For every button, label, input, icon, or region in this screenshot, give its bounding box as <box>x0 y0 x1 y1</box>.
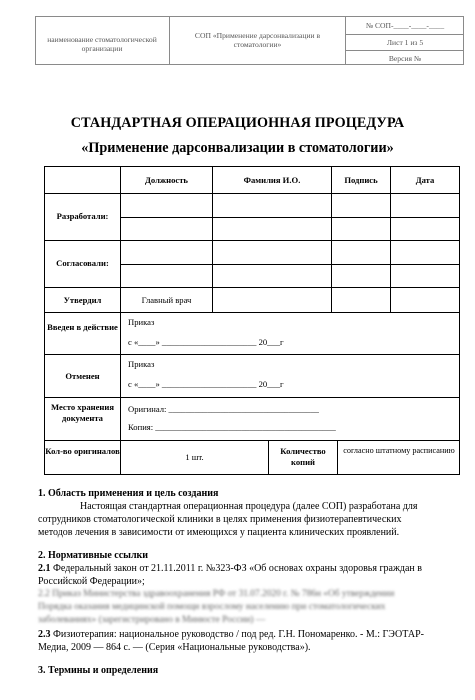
count-copies-value: согласно штатному расписанию <box>343 446 455 455</box>
header-version: Версия № <box>388 54 422 63</box>
section-2-title: 2. Нормативные ссылки <box>38 550 149 561</box>
section-2-1-line-2: Российской Федерации»; <box>38 576 145 587</box>
section-3-title: 3. Термины и определения <box>38 665 159 676</box>
row-developed: Разработали: <box>56 211 109 221</box>
row-cancelled: Отменен <box>65 371 100 381</box>
section-2-3-line-1 <box>38 629 424 642</box>
header-org-name: наименование стоматологической организации <box>47 35 157 53</box>
row-approved: Утвердил <box>63 295 102 305</box>
section-2-2-blurred-line-2: Порядка оказания медицинской помощи взрослому населению при стоматологических <box>38 602 386 612</box>
section-1-title: 1. Область применения и цель создания <box>38 488 219 499</box>
section-2-3-text: Физиотерапия: национальное руководство / под ред. Г.Н. Пономаренко. - М.: ГЭОТАР- <box>50 629 424 640</box>
col-date: Дата <box>415 175 435 185</box>
col-signature: Подпись <box>344 175 378 185</box>
col-full-name: Фамилия И.О. <box>243 175 301 185</box>
header-sheet: Лист 1 из 5 <box>386 38 424 47</box>
document-subtitle: «Применение дарсонвализации в стоматологии» <box>81 140 394 156</box>
section-2-1-number: 2.1 <box>38 563 51 574</box>
row-count-originals: Кол-во оригиналов <box>45 446 120 456</box>
section-1-text-line-1: Настоящая стандартная операционная процедура (далее СОП) разработана для <box>80 501 418 512</box>
section-2-3-number: 2.3 <box>38 629 51 640</box>
introduced-order-label: Приказ <box>128 317 155 327</box>
section-2-2-blurred-line-1: 2.2 Приказ Министерства здравоохранения РФ от 31.07.2020 г. № 786н «Об утверждении <box>38 589 395 599</box>
approved-position-value: Главный врач <box>141 295 192 305</box>
section-2-1-line-1 <box>38 563 422 576</box>
section-2-3-line-2: Медиа, 2009 — 864 с. — (Серия «Национальные руководства»). <box>38 642 311 653</box>
introduced-order-date: с «____» ______________________ 20___г <box>128 337 284 347</box>
row-storage: Место хранения документа <box>51 402 114 423</box>
cancelled-order-label: Приказ <box>128 359 155 369</box>
col-position: Должность <box>145 175 188 185</box>
section-2-2-blurred-line-3: заболеваниях» (зарегистрировано в Минюсте России) — <box>38 615 266 625</box>
section-1-text-line-2: сотрудников стоматологической клиники в целях применения физиотерапевтических <box>38 514 402 525</box>
section-1-text-line-3: методов лечения в зависимости от имеющихся у пациента клинических проявлений. <box>38 527 400 538</box>
cancelled-order-date: с «____» ______________________ 20___г <box>128 379 284 389</box>
document-title: СТАНДАРТНАЯ ОПЕРАЦИОННАЯ ПРОЦЕДУРА <box>70 115 405 131</box>
header-sop-number: № СОП-____-____-____ <box>365 21 445 30</box>
header-doc-title: СОП «Применение дарсонвализации в стоматологии» <box>194 31 321 49</box>
count-originals-value: 1 шт. <box>185 452 204 462</box>
storage-original: Оригинал: ___________________________________ <box>128 404 319 414</box>
row-introduced: Введен в действие <box>47 322 118 332</box>
count-copies-label: Количество копий <box>280 446 326 467</box>
row-agreed: Согласовали: <box>56 258 109 268</box>
section-2-1-text: Федеральный закон от 21.11.2011 г. №323-ФЗ «Об основах охраны здоровья граждан в <box>50 563 422 574</box>
storage-copy: Копия: __________________________________________ <box>128 422 336 432</box>
